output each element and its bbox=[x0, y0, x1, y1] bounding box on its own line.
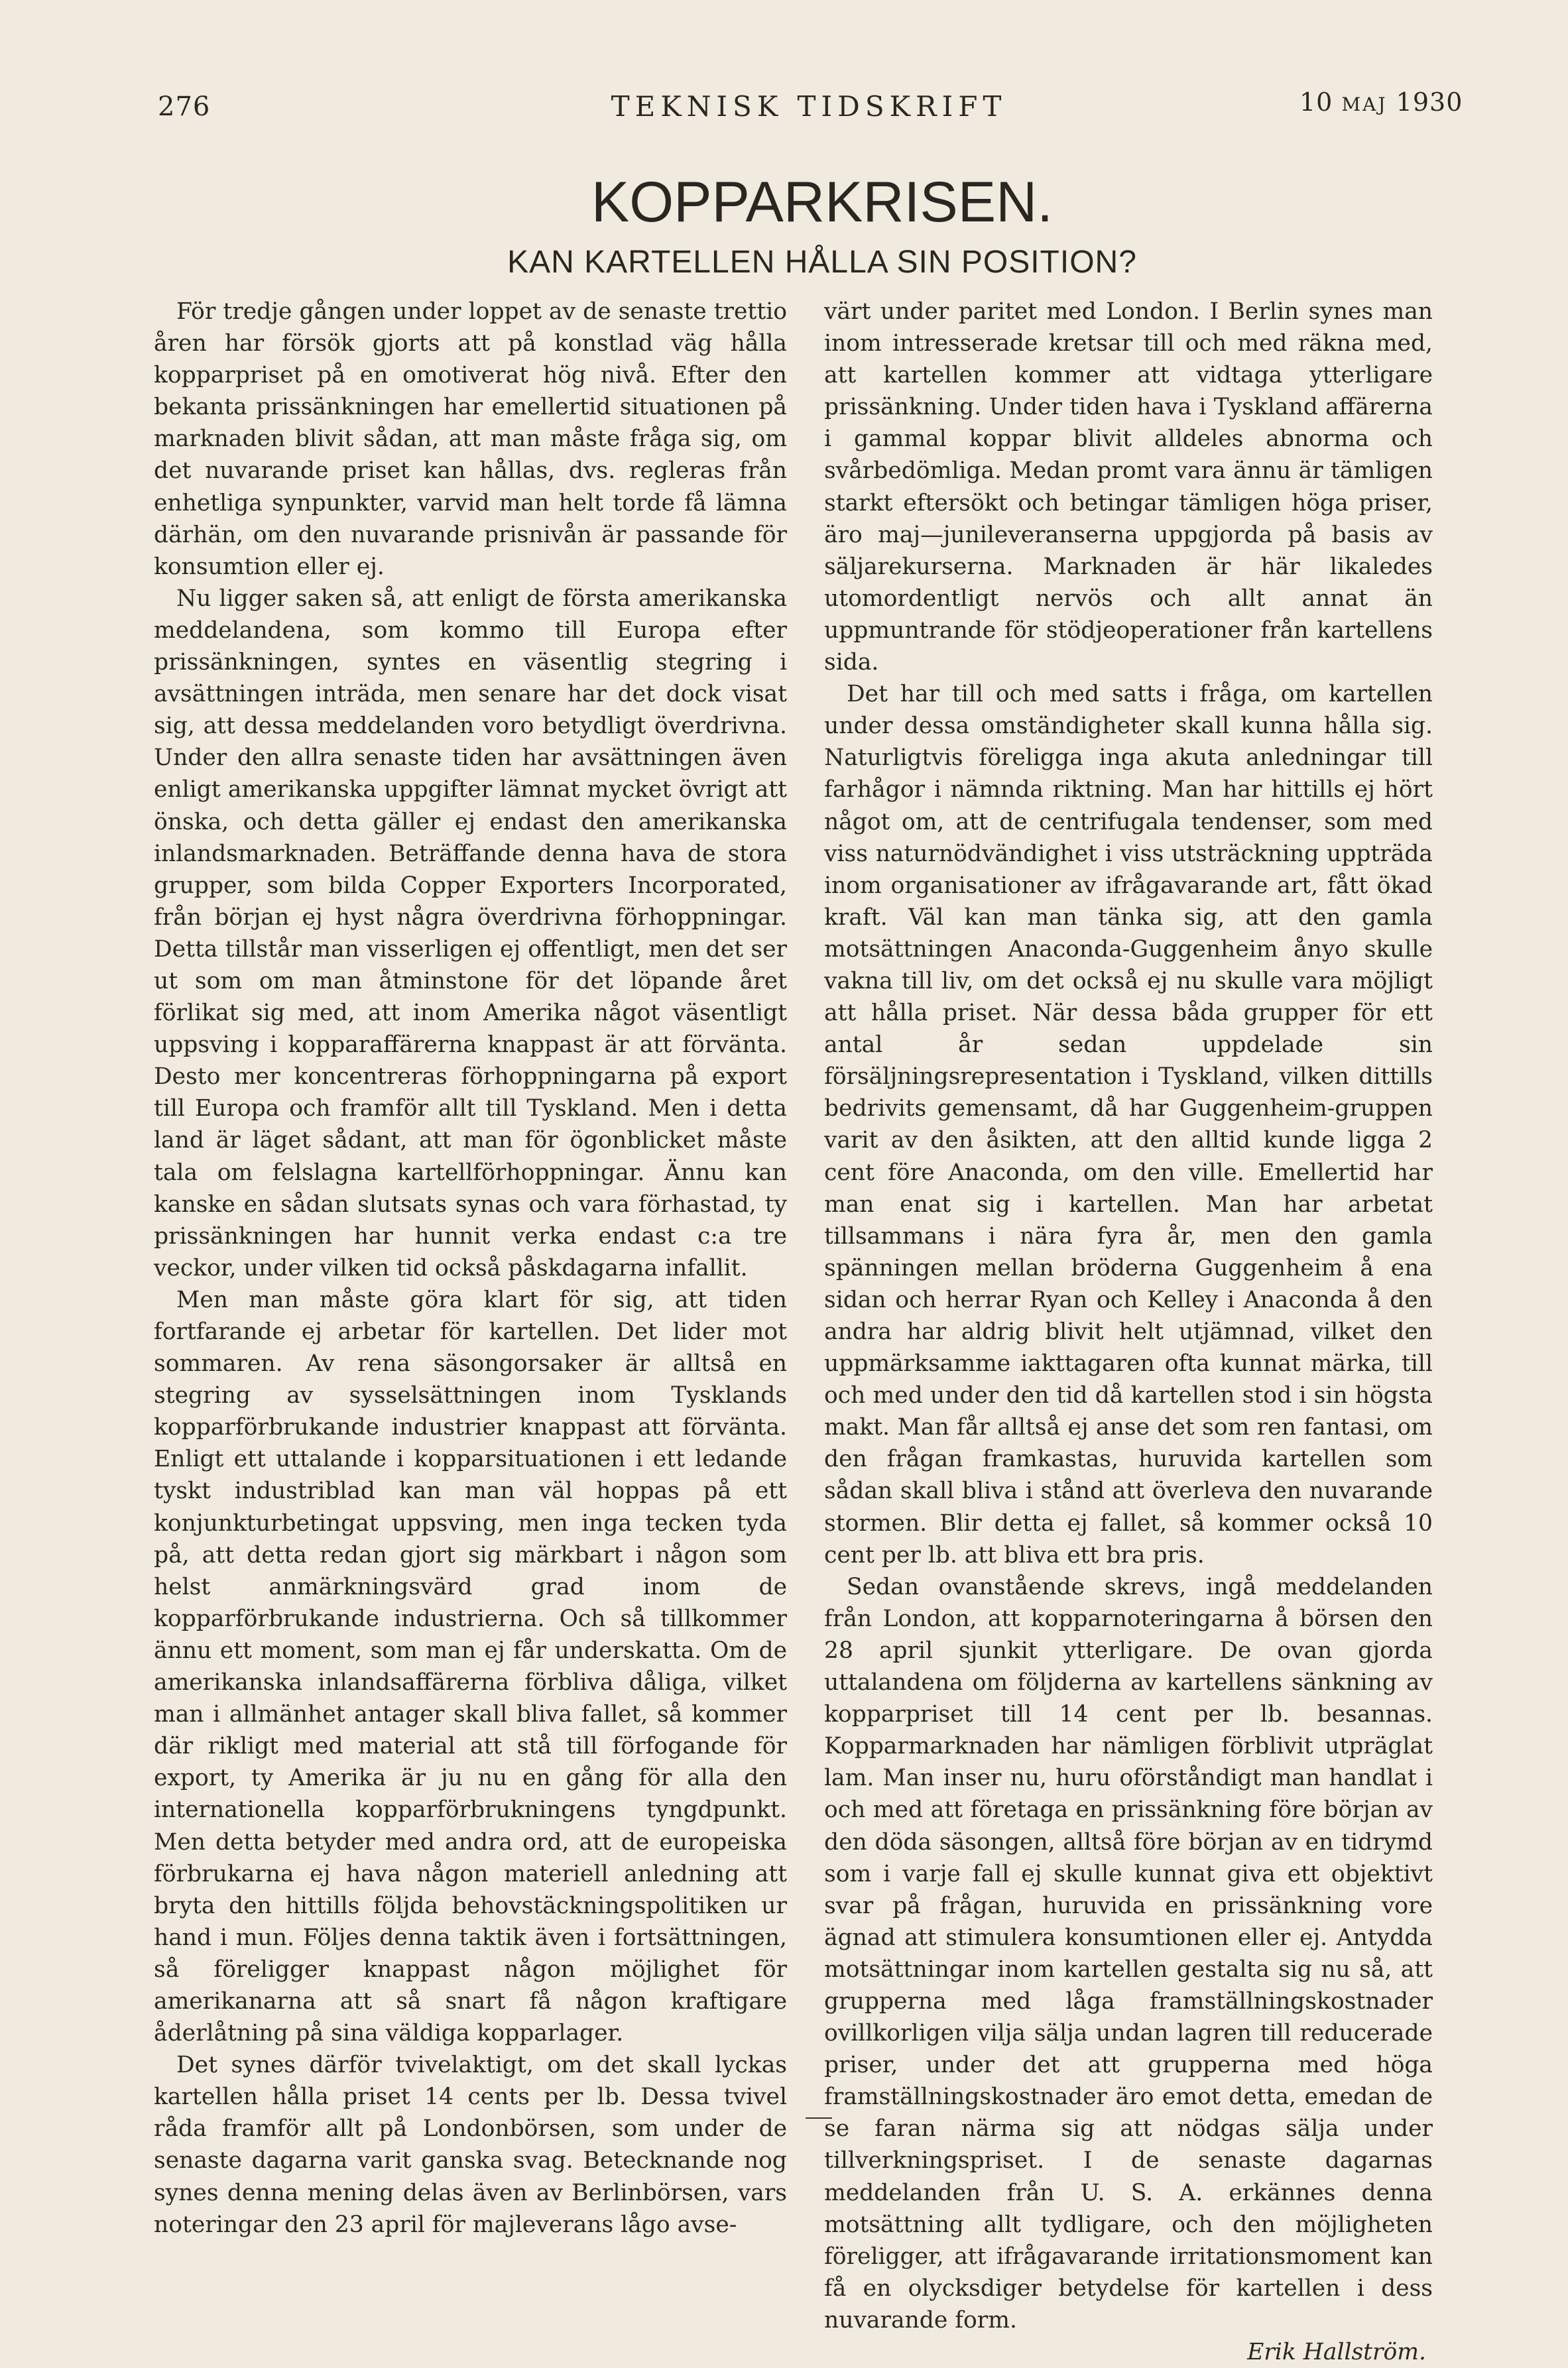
journal-name: TEKNISK TIDSKRIFT bbox=[611, 90, 1007, 123]
paragraph: Sedan ovanstående skrevs, ingå meddelanden från London, att kopparnoteringarna å börsen den 28 april sjunkit ytterligare. De ovan gjorda uttalandena om följderna av kartellens sänkning av kopparpriset till 14 cent per lb. besannas. Kopparmarknaden har nämligen förblivit utpräglat lam. Man inser nu, huru oförståndigt man handlat i och med att företaga en prissänkning före början av den döda säsongen, alltså före början av en tidrymd som i varje fall ej skulle kunnat giva ett objektivt svar på frågan, huruvida en prissänkning vore ägnad att stimulera konsumtionen eller ej. Antydda motsättningar inom kartellen gestalta sig nu så, att grupperna med låga framställningskostnader ovillkorligen vilja sälja undan lagren till reducerade priser, under det att grupperna med höga framställningskostnader äro emot detta, emedan de se faran närma sig att nödgas sälja under tillverkningspriset. I de senaste dagarnas meddelanden från U. S. A. erkännes denna motsättning allt tydligare, och den möjligheten föreligger, att ifrågavarande irritationsmoment kan få en olycksdiger betydelse för kartellen i dess nuvarande form. bbox=[824, 1573, 1433, 2334]
paragraph: Nu ligger saken så, att enligt de första amerikanska meddelandena, som kommo till Europa efter prissänkningen, syntes en väsentlig stegring i avsättningen inträda, men senare har det dock visat sig, att dessa meddelanden voro betydligt överdrivna. Under den allra senaste tiden har avsättningen även enligt amerikanska uppgifter lämnat mycket övrigt att önska, och detta gäller ej endast den amerikanska inlandsmarknaden. Beträffande denna hava de stora grupper, som bilda Copper Exporters Incorporated, från början ej hyst några överdrivna förhoppningar. Detta tillstår man visserligen ej offentligt, men det ser ut som om man åtminstone för det löpande året förlikat sig med, att inom Amerika något väsentligt uppsving i kopparaffärerna knappast är att förvänta. Desto mer koncentreras förhoppningarna på export till Europa och framför allt till Tyskland. Men i detta land är läget sådant, att man för ögonblicket måste tala om felslagna kartellförhoppningar. Ännu kan kanske en sådan slutsats synas och vara förhastad, ty prissänkningen har hunnit verka endast c:a tre veckor, under vilken tid också påskdagarna infallit. bbox=[154, 585, 787, 1281]
issue-day: 10 bbox=[1299, 88, 1333, 117]
author-signature: Erik Hallström. bbox=[1247, 2339, 1426, 2365]
issue-date bbox=[1299, 88, 1463, 117]
paragraph: Men man måste göra klart för sig, att tiden fortfarande ej arbetar för kartellen. Det lider mot sommaren. Av rena säsongorsaker är alltså en stegring av sysselsättningen inom Tysklands kopparförbrukande industrier knappast att förvänta. Enligt ett uttalande i kopparsituationen i ett ledande tyskt industriblad kan man väl hoppas på ett konjunkturbetingat uppsving, men inga tecken tyda på, att detta redan gjort sig märkbart i någon som helst anmärkningsvärd grad inom de kopparförbrukande industrierna. Och så tillkommer ännu ett moment, som man ej får underskatta. Om de amerikanska inlandsaffärerna förbliva dåliga, vilket man i allmänhet antager skall bliva fallet, så kommer där rikligt med material att stå till förfogande för export, ty Amerika är ju nu en gång för alla den internationella kopparförbrukningens tyngdpunkt. Men detta betyder med andra ord, att de europeiska förbrukarna ej hava någon materiell anledning att bryta den hittills följda behovstäckningspolitiken ur hand i mun. Följes denna taktik även i fortsättningen, så föreligger knappast någon möjlighet för amerikanarna att så snart få någon kraftigare åderlåtning på sina väldiga kopparlager. bbox=[154, 1286, 787, 2047]
paragraph: För tredje gången under loppet av de senaste trettio åren har försök gjorts att på konstlad väg hålla kopparpriset på en omotiverat hög nivå. Efter den bekanta prissänkningen har emellertid situationen på marknaden blivit sådan, att man måste fråga sig, om det nuvarande priset kan hållas, dvs. regleras från enhetliga synpunkter, varvid man helt torde få lämna därhän, om den nuvarande prisnivån är passande för konsumtion eller ej. bbox=[154, 298, 787, 580]
end-rule bbox=[806, 2117, 832, 2119]
left-column bbox=[154, 296, 787, 2241]
paragraph-continued: värt under paritet med London. I Berlin synes man inom intresserade kretsar till och med räkna med, att kartellen kommer att vidtaga ytterligare prissänkning. Under tiden hava i Tyskland affärerna i gammal koppar blivit alldeles abnorma och svårbedömliga. Medan promt vara ännu är tämligen starkt eftersökt och betingar tämligen höga priser, äro maj—junileveranserna uppgjorda på basis av säljarekurserna. Marknaden är här likaledes utomordentligt nervös och allt annat än uppmuntrande för stödjeoperationer från kartellens sida. bbox=[824, 298, 1433, 676]
page-number: 276 bbox=[158, 91, 211, 122]
paragraph: Det har till och med satts i fråga, om kartellen under dessa omständigheter skall kunna hålla sig. Naturligtvis föreligga inga akuta anledningar till farhågor i nämnda riktning. Man har hittills ej hört något om, att de centrifugala tendenser, som med viss naturnödvändighet i viss utsträckning uppträda inom organisationer av ifrågavarande art, fått ökad kraft. Väl kan man tänka sig, att den gamla motsättningen Anaconda-Guggenheim ånyo skulle vakna till liv, om det också ej nu skulle vara möjligt att hålla priset. När dessa båda grupper för ett antal år sedan uppdelade sin försäljningsrepresentation i Tyskland, vilken dittills bedrivits gemensamt, då har Guggenheim-gruppen varit av den åsikten, att den alltid kunde ligga 2 cent före Anaconda, om den ville. Emellertid har man enat sig i kartellen. Man har arbetat tillsammans i nära fyra år, men den gamla spänningen mellan bröderna Guggenheim å ena sidan och herrar Ryan och Kelley i Anaconda å den andra har aldrig blivit helt utjämnad, vilket den uppmärksamme iakttagaren ofta kunnat märka, till och med under den tid då kartellen stod i sin högsta makt. Man får alltså ej anse det som ren fantasi, om den frågan framkastas, huruvida kartellen som sådan skall bliva i stånd att överleva den nuvarande stormen. Blir detta ej fallet, så kommer också 10 cent per lb. att bliva ett bra pris. bbox=[824, 681, 1433, 1569]
paragraph: Det synes därför tvivelaktigt, om det skall lyckas kartellen hålla priset 14 cents per lb. Dessa tvivel råda framför allt på Londonbörsen, som under de senaste dagarna varit ganska svag. Betecknande nog synes denna mening delas även av Berlinbörsen, vars noteringar den 23 april för majleverans lågo avse- bbox=[154, 2052, 787, 2238]
issue-year: 1930 bbox=[1396, 88, 1463, 117]
right-column bbox=[824, 296, 1433, 2368]
article-title: KOPPARKRISEN. bbox=[591, 170, 1054, 234]
issue-month: MAJ bbox=[1341, 93, 1388, 115]
article-subtitle: KAN KARTELLEN HÅLLA SIN POSITION? bbox=[507, 245, 1137, 280]
